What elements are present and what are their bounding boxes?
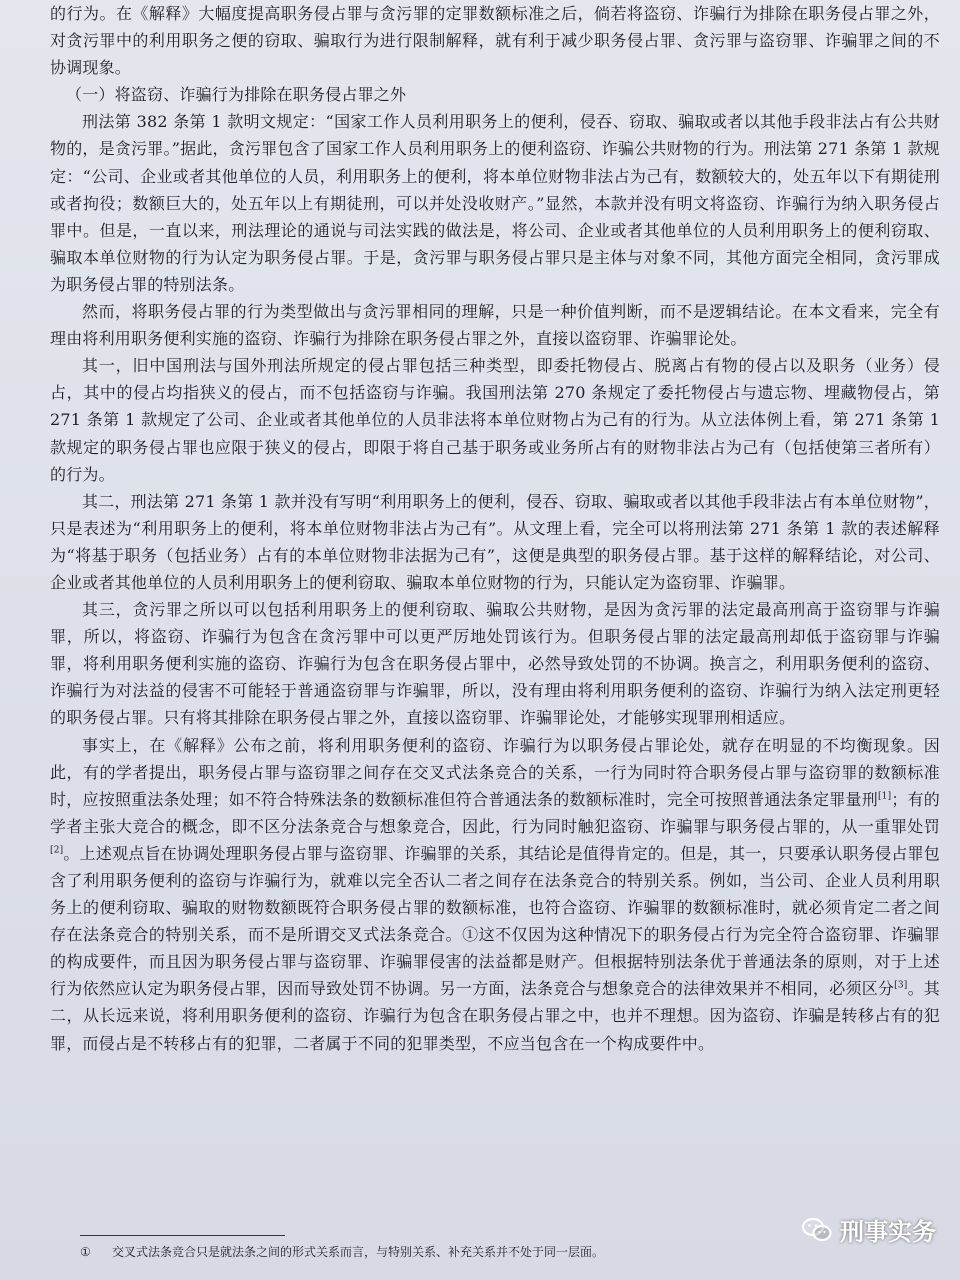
body-text: [50, 0, 940, 1057]
paragraph: 其一，旧中国刑法与国外刑法所规定的侵占罪包括三种类型，即委托物侵占、脱离占有物的侵占以及职务（业务）侵占，其中的侵占均指狭义的侵占，而不包括盗窃与诈骗。我国刑法第 270 条规定了委托物侵占与遗忘物、埋藏物侵占，第 271 条第 1 款规定了公司、企业或者其他单位的人员非法将本单位财物占为己有的行为。从立法体例上看，第 271 条第 1 款规定的职务侵占罪也应限于狭义的侵占，即限于将自己基于职务或业务所占有的财物非法占为己有（包括使第三者所有）的行为。: [50, 356, 940, 484]
paragraph: [50, 732, 940, 1057]
paragraph-text: 这不仅因为这种情况下的职务侵占行为完全符合盗窃罪、诈骗罪的构成要件，而且因为职务侵占罪与盗窃罪、诈骗罪侵害的法益都是财产。但根据特别法条优于普通法条的原则，对于上述行为依然应认定为职务侵占罪，因而导致处罚不协调。另一方面，法条竞合与想象竞合的法律效果并不相同，必须区分: [50, 925, 941, 999]
footnote: [80, 1244, 780, 1260]
watermark: [802, 1212, 936, 1247]
paragraph: 刑法第 382 条第 1 款明文规定：“国家工作人员利用职务上的便利，侵吞、窃取、骗取或者以其他手段非法占有公共财物的，是贪污罪。”据此，贪污罪包含了国家工作人员利用职务上的便利盗窃、诈骗公共财物的行为。刑法第 271 条第 1 款规定：“公司、企业或者其他单位的人员，利用职务上的便利，将本单位财物非法占为己有，数额较大的，处五年以下有期徒刑或者拘役；数额巨大的，处五年以上有期徒刑，可以并处没收财产。”显然，本款并没有明文将盗窃、诈骗行为纳入职务侵占罪中。但是，一直以来，刑法理论的通说与司法实践的做法是，将公司、企业或者其他单位的人员利用职务上的便利窃取、骗取本单位财物的行为认定为职务侵占罪。于是，贪污罪与职务侵占罪只是主体与对象不同，其他方面完全相同，贪污罪成为职务侵占罪的特别法条。: [50, 112, 940, 294]
paragraph: 其三，贪污罪之所以可以包括利用职务上的便利窃取、骗取公共财物，是因为贪污罪的法定最高刑高于盗窃罪与诈骗罪，所以，将盗窃、诈骗行为包含在贪污罪中可以更严厉地处罚该行为。但职务侵占罪的法定最高刑却低于盗窃罪与诈骗罪，将利用职务便利实施的盗窃、诈骗行为包含在职务侵占罪中，必然导致处罚的不协调。换言之，利用职务便利的盗窃、诈骗行为对法益的侵害不可能轻于普通盗窃罪与诈骗罪，所以，没有理由将利用职务便利的盗窃、诈骗行为纳入法定刑更轻的职务侵占罪。只有将其排除在职务侵占罪之外，直接以盗窃罪、诈骗罪论处，才能够实现罪刑相适应。: [50, 600, 940, 728]
paragraph-text: 。上述观点旨在协调处理职务侵占罪与盗窃罪、诈骗罪的关系，其结论是值得肯定的。但是，其一，只要承认职务侵占罪包含了利用职务便利的盗窃与诈骗行为，就难以完全否认二者之间存在法条竞合的特别关系。例如，当公司、企业人员利用职务上的便利窃取、骗取的财物数额既符合职务侵占罪的数额标准，也符合盗窃、诈骗罪的数额标准时，就必须肯定二者之间存在法条竞合的特别关系，而不是所谓交叉式法条竞合。: [50, 843, 940, 945]
watermark-text: 刑事实务: [840, 1218, 936, 1246]
footnote-divider: [80, 1235, 285, 1236]
citation-ref: [1]: [877, 791, 892, 802]
paragraph-text: ；有的学者主张大竞合的概念，即不区分法条竞合与想象竞合，因此，行为同时触犯盗窃、诈骗罪与职务侵占罪的，从一重罪处罚: [50, 789, 940, 836]
paragraph: 的行为。在《解释》大幅度提高职务侵占罪与贪污罪的定罪数额标准之后，倘若将盗窃、诈骗行为排除在职务侵占罪之外，对贪污罪中的利用职务之便的窃取、骗取行为进行限制解释，就有利于减少职务侵占罪、贪污罪与盗窃罪、诈骗罪之间的不协调现象。: [50, 4, 940, 78]
footnote-text: 交叉式法条竞合只是就法条之间的形式关系而言，与特别关系、补充关系并不处于同一层面。: [112, 1245, 605, 1259]
paragraph-text: 。其二，从长远来说，将利用职务便利的盗窃、诈骗行为包含在职务侵占罪之中，也并不理想。因为盗窃、诈骗是转移占有的犯罪，而侵占是不转移占有的犯罪，二者属于不同的犯罪类型，不应当包含在一个构成要件中。: [50, 979, 940, 1053]
citation-ref: [3]: [894, 981, 908, 992]
section-heading: （一）将盗窃、诈骗行为排除在职务侵占罪之外: [66, 85, 407, 105]
paragraph-text: 事实上，在《解释》公布之前，将利用职务便利的盗窃、诈骗行为以职务侵占罪论处，就存在明显的不均衡现象。因此，有的学者提出，职务侵占罪与盗窃罪之间存在交叉式法条竞合的关系，一行为同时符合职务侵占罪与盗窃罪的数额标准时，应按照重法条处理；如不符合特殊法条的数额标准但符合普通法条的数额标准时，完全可按照普通法条定罪量刑: [50, 735, 940, 809]
footnote-ref: ①: [462, 925, 479, 945]
footnote-marker: ①: [80, 1245, 91, 1259]
citation-ref: [2]: [50, 845, 64, 856]
wechat-icon: [802, 1217, 832, 1243]
paragraph: 然而，将职务侵占罪的行为类型做出与贪污罪相同的理解，只是一种价值判断，而不是逻辑结论。在本文看来，完全有理由将利用职务便利实施的盗窃、诈骗行为排除在职务侵占罪之外，直接以盗窃罪、诈骗罪论处。: [50, 302, 940, 349]
paragraph: 其二，刑法第 271 条第 1 款并没有写明“利用职务上的便利，侵吞、窃取、骗取或者以其他手段非法占有本单位财物”，只是表述为“利用职务上的便利，将本单位财物非法占为己有”。从文理上看，完全可以将刑法第 271 条第 1 款的表述解释为“将基于职务（包括业务）占有的本单位财物非法据为己有”，这便是典型的职务侵占罪。基于这样的解释结论，对公司、企业或者其他单位的人员利用职务上的便利窃取、骗取本单位财物的行为，只能认定为盗窃罪、诈骗罪。: [50, 491, 940, 592]
